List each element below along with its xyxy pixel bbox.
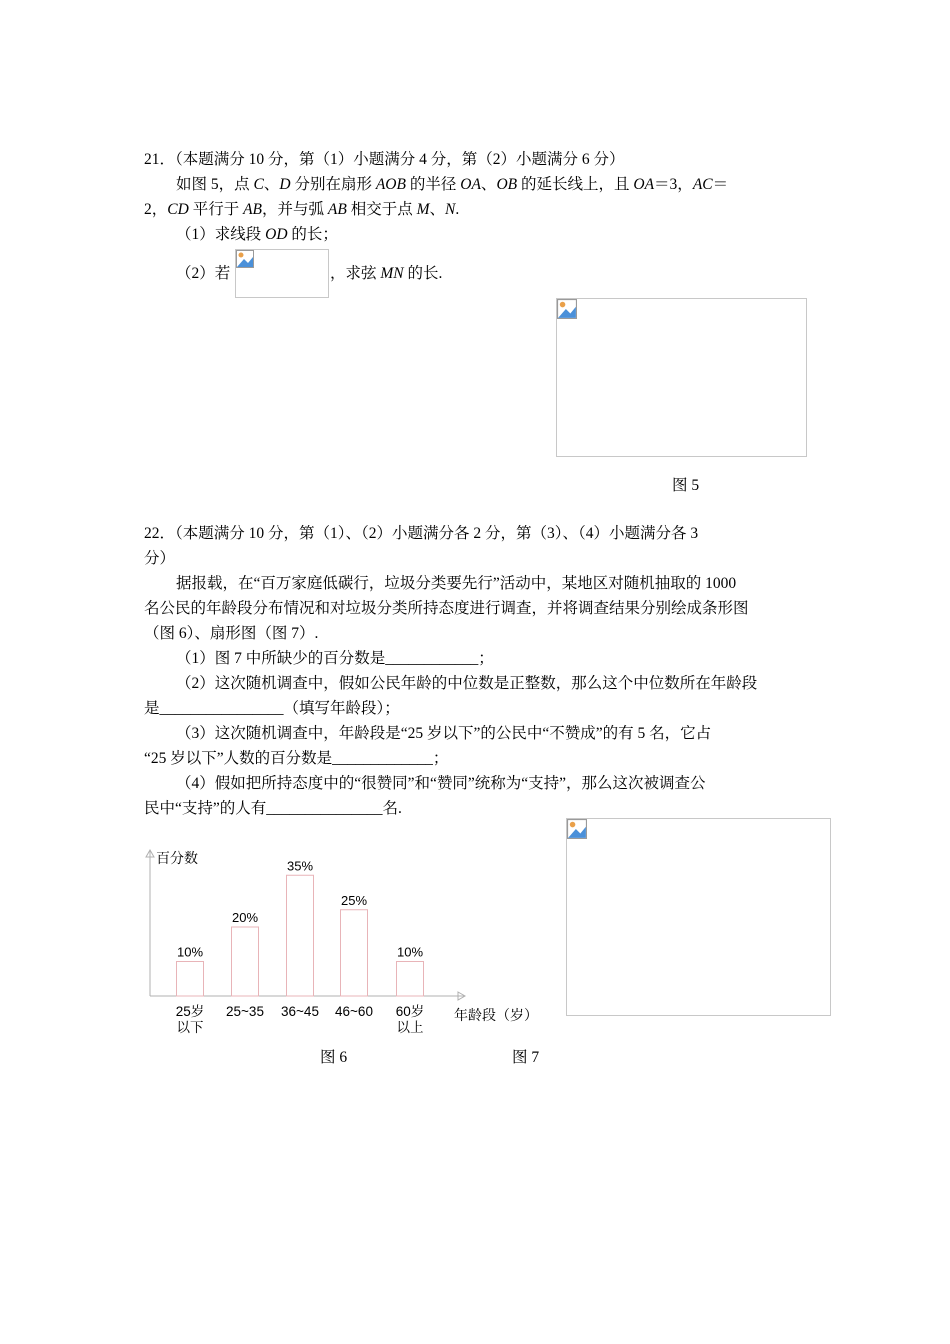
q21-part2-pre: （2）若 — [176, 265, 231, 282]
q21-text: ＝3， — [654, 176, 693, 193]
broken-image-icon — [236, 250, 254, 268]
q22-sub2: （2）这次随机调查中，假如公民年龄的中位数是正整数，那么这个中位数所在年龄段 — [176, 675, 758, 692]
bar — [177, 962, 204, 997]
q21-math: AOB — [375, 176, 406, 193]
q22-para: （图 6）、扇形图（图 7）. — [144, 625, 319, 642]
q21-heading: 21．（本题满分 10 分，第（1）小题满分 4 分，第（2）小题满分 6 分） — [144, 151, 625, 168]
figure-7-image — [566, 818, 831, 1016]
q22-sub1: （1）图 7 中所缺少的百分数是____________； — [176, 650, 494, 667]
figure-5-image — [556, 298, 807, 457]
q21-math: MN — [380, 265, 404, 282]
q21-text: 、 — [480, 176, 497, 193]
q21-math: AB — [327, 201, 347, 218]
bar — [232, 927, 259, 996]
category-tick-label: 46~60 — [335, 1004, 373, 1019]
q21-text: 的半径 — [405, 176, 461, 193]
q21-text: ＝ — [712, 176, 729, 193]
q22-heading-cont: 分） — [144, 550, 176, 567]
q21-intro-line2 — [144, 198, 459, 222]
broken-image-icon — [557, 299, 577, 319]
q21-text: （1）求线段 — [176, 226, 266, 243]
q21-text: 分别在扇形 — [290, 176, 376, 193]
broken-image-icon — [567, 819, 587, 839]
q21-math: C — [253, 176, 264, 193]
category-tick-label: 25岁 — [175, 1004, 205, 1019]
q21-math: OB — [496, 176, 518, 193]
q21-text: 的长； — [287, 226, 338, 243]
q21-condition-image — [235, 249, 329, 298]
category-tick-label: 36~45 — [281, 1004, 319, 1019]
q22-sub3-cont: “25 岁以下”人数的百分数是_____________； — [144, 750, 449, 767]
q21-intro-line1 — [176, 173, 728, 197]
figure-6-caption: 图 6 — [320, 1049, 348, 1066]
bar-value-label: 20% — [231, 910, 259, 925]
bar-value-label: 10% — [176, 944, 204, 960]
q22-sub4-cont: 民中“支持”的人有_______________名. — [144, 800, 402, 817]
q21-math: OA — [633, 176, 655, 193]
bar — [341, 910, 368, 996]
q22-heading: 22．（本题满分 10 分，第（1）、（2）小题满分各 2 分，第（3）、（4）小题满分各 3 — [144, 525, 699, 542]
q21-text: 2， — [144, 201, 168, 218]
q22-sub4: （4）假如把所持态度中的“很赞同”和“赞同”统称为“支持”，那么这次被调查公 — [176, 775, 706, 792]
q21-part2-post — [330, 262, 442, 286]
q22-sub3: （3）这次随机调查中，年龄段是“25 岁以下”的公民中“不赞成”的有 5 名，它占 — [176, 725, 712, 742]
bar-value-label: 10% — [396, 944, 424, 960]
q21-text: 的延长线上，且 — [517, 176, 634, 193]
q21-text: 相交于点 — [346, 201, 417, 218]
category-tick-label: 以下 — [176, 1020, 204, 1035]
q21-math: M — [416, 201, 430, 218]
bar — [397, 962, 424, 997]
q21-math: N — [445, 201, 456, 218]
q21-text: ，并与弧 — [262, 201, 328, 218]
q21-text: 、 — [263, 176, 280, 193]
q21-math: OA — [460, 176, 481, 193]
q21-part1 — [176, 223, 338, 247]
category-tick-label: 以上 — [396, 1020, 424, 1035]
category-tick-label: 25~35 — [226, 1004, 264, 1019]
bar-value-label: 35% — [286, 858, 314, 874]
q21-text: 如图 5，点 — [176, 176, 254, 193]
q21-text: 、 — [429, 201, 446, 218]
q22-sub2-cont: 是________________（填写年龄段）； — [144, 700, 400, 717]
q21-math: D — [279, 176, 291, 193]
q21-text: . — [455, 201, 460, 218]
bar — [287, 875, 314, 996]
q21-math: AB — [243, 201, 263, 218]
x-axis-label: 年龄段（岁） — [454, 1007, 538, 1023]
figure-5-caption: 图 5 — [672, 477, 700, 494]
figure-6-bar-chart — [140, 840, 540, 1045]
q21-text: 平行于 — [188, 201, 244, 218]
q21-text: 的长. — [403, 265, 443, 282]
q21-math: CD — [167, 201, 189, 218]
bar-value-label: 25% — [340, 892, 368, 908]
q21-math: OD — [265, 226, 288, 243]
y-axis-label: 百分数 — [156, 850, 198, 866]
q22-para: 据报载，在“百万家庭低碳行，垃圾分类要先行”活动中，某地区对随机抽取的 1000 — [176, 575, 737, 592]
q21-math: AC — [692, 176, 713, 193]
figure-7-caption: 图 7 — [512, 1049, 540, 1066]
q21-text: ，求弦 — [330, 265, 381, 282]
q22-para: 名公民的年龄段分布情况和对垃圾分类所持态度进行调查，并将调查结果分别绘成条形图 — [144, 600, 749, 617]
category-tick-label: 60岁 — [395, 1004, 425, 1019]
